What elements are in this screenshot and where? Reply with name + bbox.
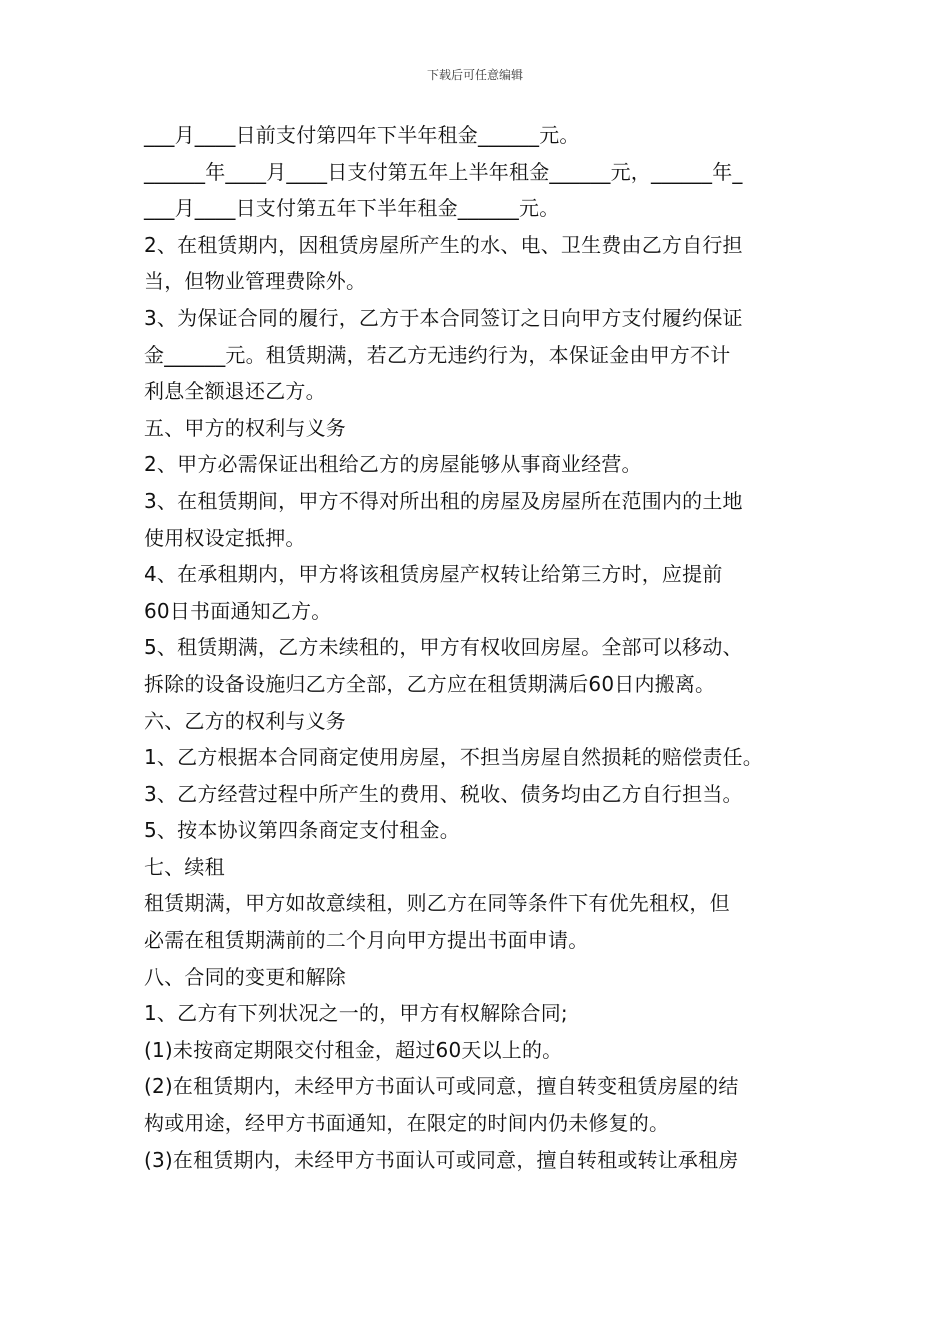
text-line: 3、在租赁期间，甲方不得对所出租的房屋及房屋所在范围内的土地 — [144, 488, 743, 513]
document-body — [144, 117, 824, 1178]
section-heading: 七、续租 — [144, 854, 225, 879]
text-line: 5、租赁期满，乙方未续租的，甲方有权收回房屋。全部可以移动、 — [144, 635, 743, 660]
section-heading: 八、合同的变更和解除 — [144, 964, 346, 989]
text-line: (1)未按商定期限交付租金，超过60天以上的。 — [144, 1037, 563, 1062]
text-line: 使用权设定抵押。 — [144, 525, 306, 550]
text-line: 3、乙方经营过程中所产生的费用、税收、债务均由乙方自行担当。 — [144, 781, 743, 806]
text-line: 1、乙方根据本合同商定使用房屋，不担当房屋自然损耗的赔偿责任。 — [144, 745, 763, 770]
text-line: ___月____日前支付第四年下半年租金______元。 — [144, 123, 580, 147]
text-line: 当，但物业管理费除外。 — [144, 269, 367, 294]
text-line: 拆除的设备设施归乙方全部，乙方应在租赁期满后60日内搬离。 — [144, 671, 716, 696]
text-line: 60日书面通知乙方。 — [144, 598, 332, 623]
section-heading: 五、甲方的权利与义务 — [144, 415, 346, 440]
text-line: 构或用途，经甲方书面通知，在限定的时间内仍未修复的。 — [144, 1111, 670, 1136]
text-line: 5、按本协议第四条商定支付租金。 — [144, 818, 460, 843]
text-line: 租赁期满，甲方如故意续租，则乙方在同等条件下有优先租权，但 — [144, 891, 730, 916]
text-line: ___月____日支付第五年下半年租金______元。 — [144, 196, 560, 221]
text-line: 3、为保证合同的履行，乙方于本合同签订之日向甲方支付履约保证 — [144, 305, 743, 330]
text-line: 1、乙方有下列状况之一的，甲方有权解除合同; — [144, 1001, 568, 1026]
section-heading: 六、乙方的权利与义务 — [144, 708, 346, 733]
text-line: 金______元。租赁期满，若乙方无违约行为，本保证金由甲方不计 — [144, 342, 731, 367]
text-line: (3)在租赁期内，未经甲方书面认可或同意，擅自转租或转让承租房 — [144, 1147, 739, 1172]
text-line: 4、在承租期内，甲方将该租赁房屋产权转让给第三方时，应提前 — [144, 562, 723, 587]
text-line: (2)在租赁期内，未经甲方书面认可或同意，擅自转变租赁房屋的结 — [144, 1074, 739, 1099]
text-line: 必需在租赁期满前的二个月向甲方提出书面申请。 — [144, 928, 589, 953]
text-line: 利息全额退还乙方。 — [144, 379, 326, 404]
text-line: 2、甲方必需保证出租给乙方的房屋能够从事商业经营。 — [144, 452, 642, 477]
text-line: ______年____月____日支付第五年上半年租金______元，______年_ — [144, 159, 743, 184]
text-line: 2、在租赁期内，因租赁房屋所产生的水、电、卫生费由乙方自行担 — [144, 232, 743, 257]
page-header: 下载后可任意编辑 — [426, 68, 523, 82]
